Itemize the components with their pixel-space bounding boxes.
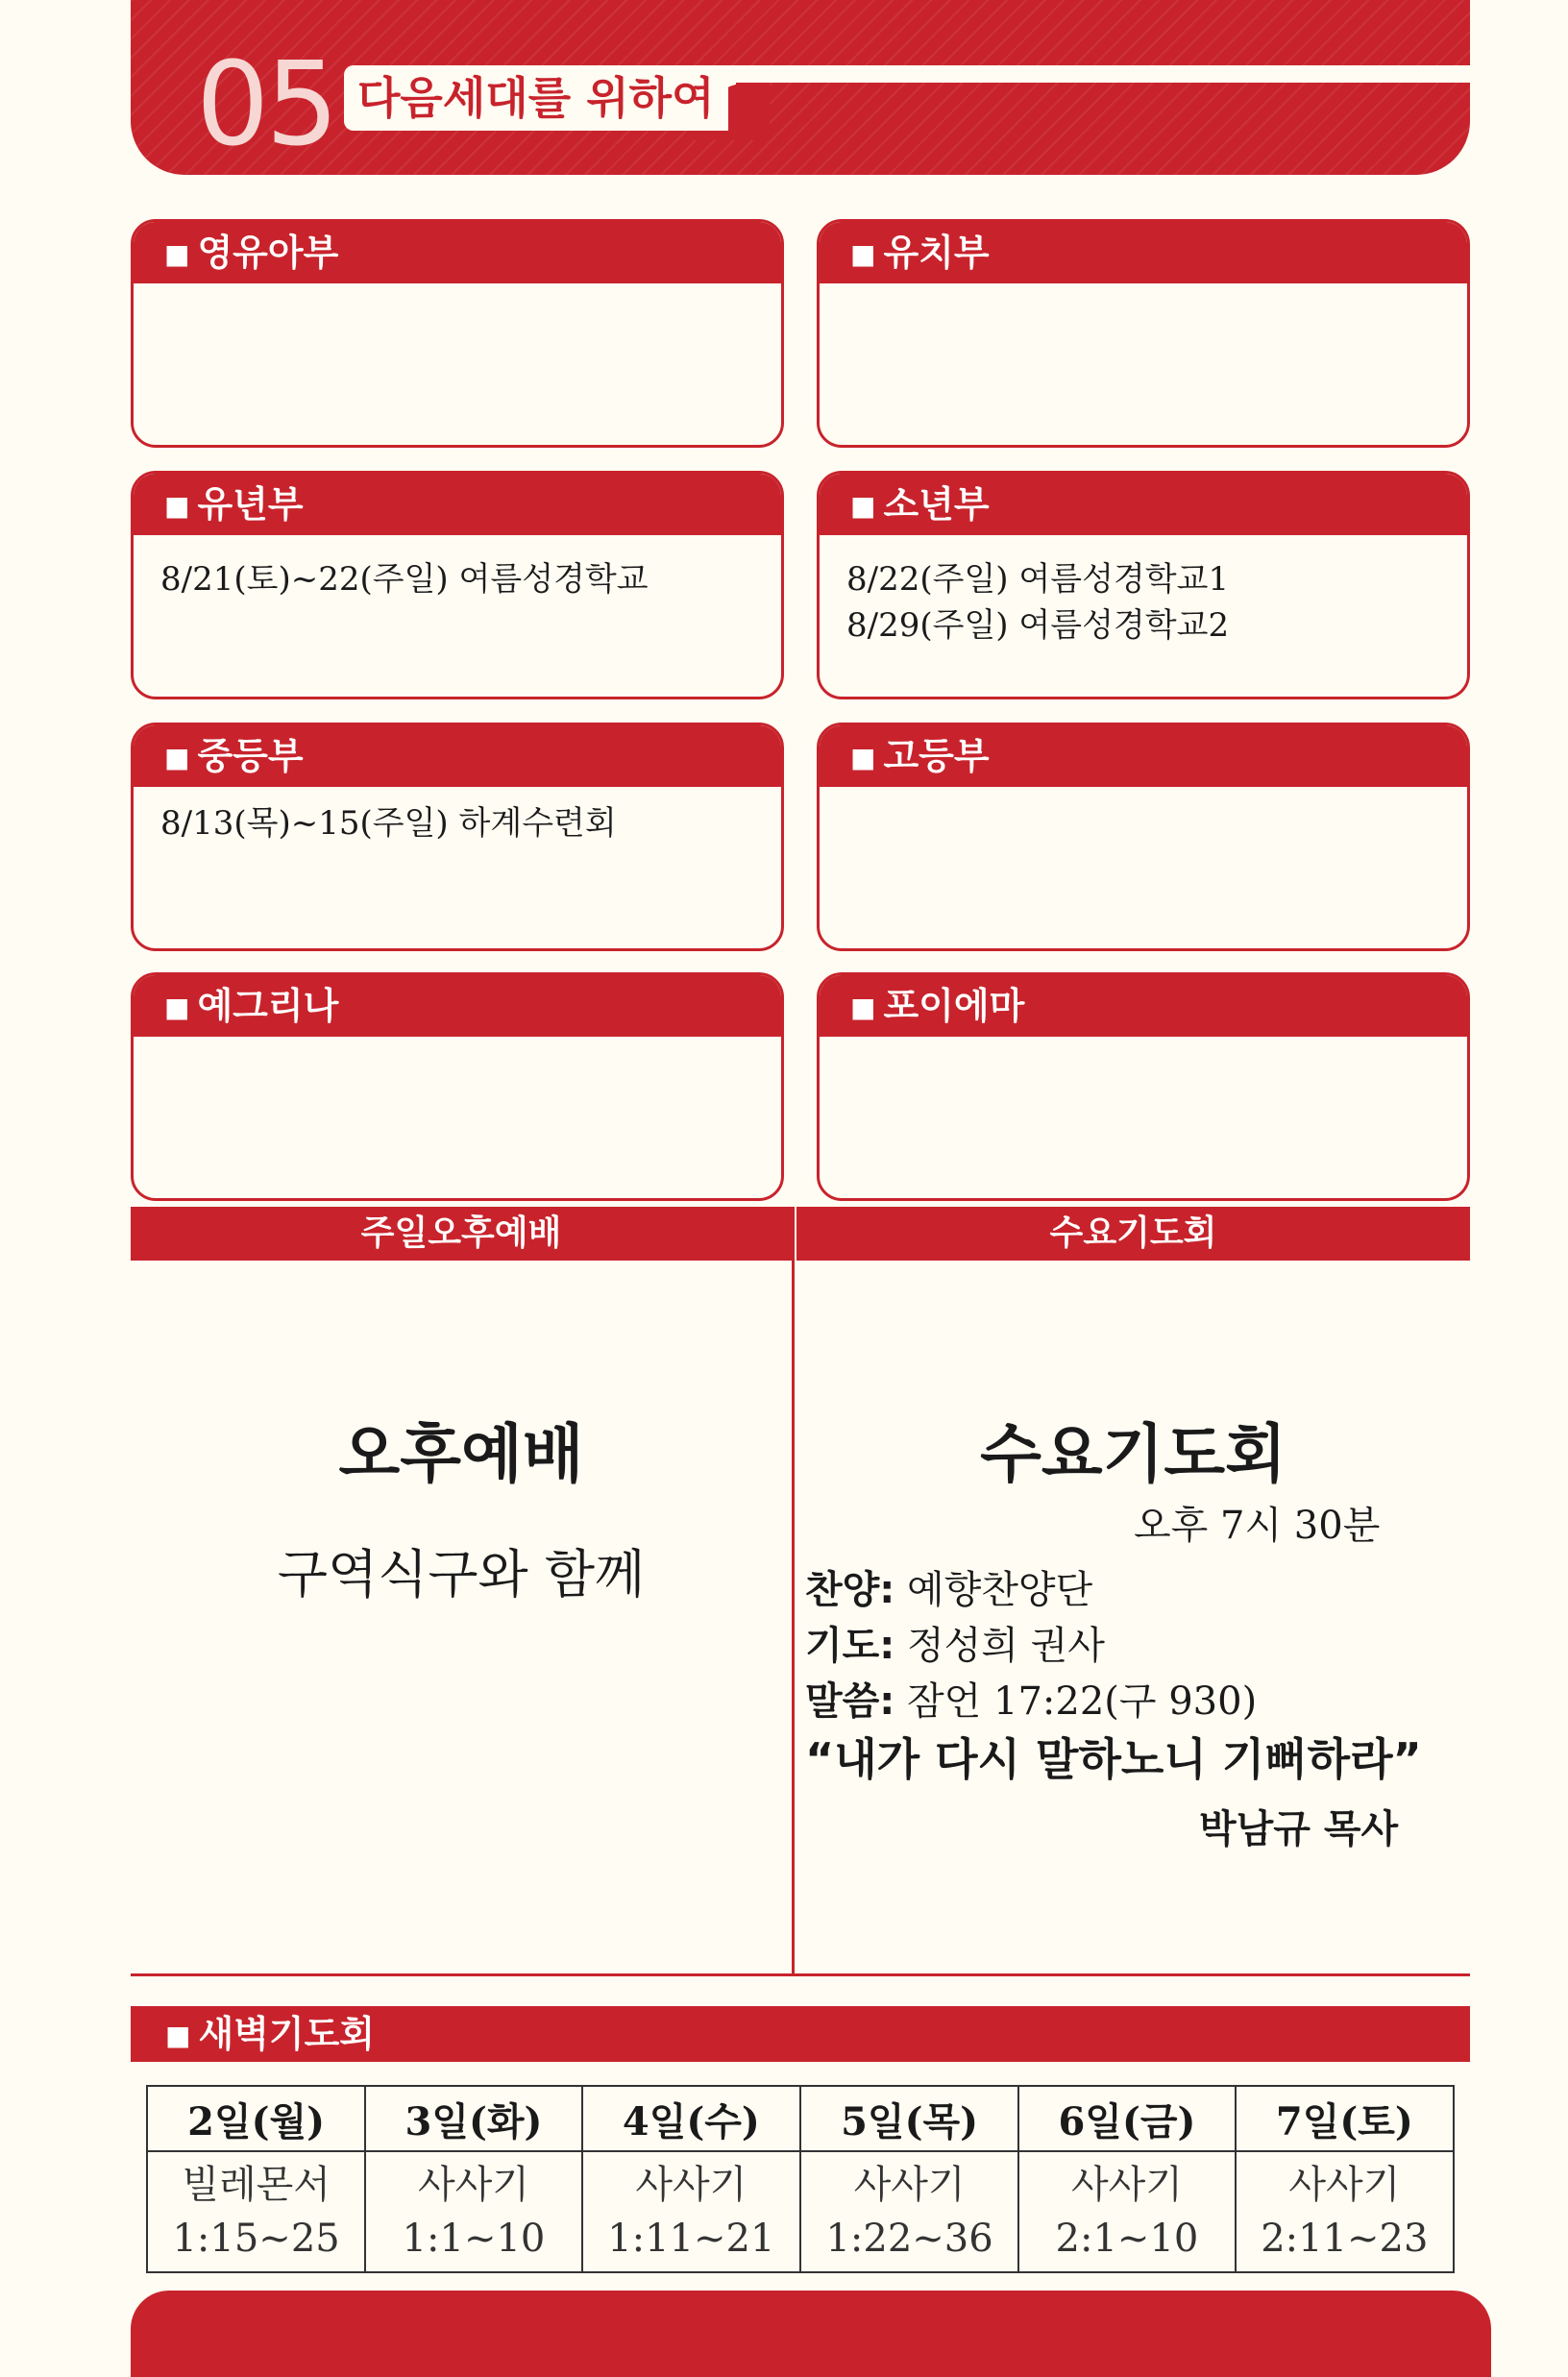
dept-header <box>820 725 1467 787</box>
dept-name: 중등부 <box>197 735 304 777</box>
dept-body <box>820 787 1467 808</box>
dept-box-middle <box>131 723 784 951</box>
book-name: 사사기 <box>635 2163 747 2207</box>
sermon-title: “내가 다시 말하노니 기뻐하라” <box>805 1733 1422 1785</box>
dept-box-poiema <box>817 972 1470 1201</box>
square-bullet-icon: ■ <box>164 490 190 522</box>
dept-box-high <box>817 723 1470 951</box>
verse-range: 2:1~10 <box>1055 2217 1199 2261</box>
square-bullet-icon: ■ <box>164 992 190 1023</box>
dept-box-infant <box>131 219 784 448</box>
square-bullet-icon: ■ <box>164 742 190 773</box>
dept-body <box>134 787 781 846</box>
dept-body <box>820 535 1467 649</box>
table-row <box>147 2151 1454 2272</box>
dept-line: 8/29(주일) 여름성경학교2 <box>846 606 1230 645</box>
reading-cell <box>1018 2151 1236 2272</box>
dept-name: 고등부 <box>883 735 990 777</box>
reading-cell <box>365 2151 582 2272</box>
item-value: 잠언 17:22(구 930) <box>907 1679 1258 1724</box>
square-bullet-icon: ■ <box>850 238 876 270</box>
wednesday-item-prayer <box>805 1620 1105 1672</box>
section-title-box <box>344 65 728 131</box>
dept-header <box>134 975 781 1037</box>
square-bullet-icon: ■ <box>850 742 876 773</box>
day-header: 3일(화) <box>365 2086 582 2151</box>
wednesday-time: 오후 7시 30분 <box>1134 1504 1381 1548</box>
dept-body <box>134 1037 781 1058</box>
book-name: 사사기 <box>1288 2163 1401 2207</box>
sunday-section-header: 주일오후예배 <box>131 1207 792 1261</box>
reading-cell <box>1236 2151 1454 2272</box>
wednesday-section-header: 수요기도회 <box>796 1207 1470 1261</box>
dawn-prayer-header <box>131 2006 1470 2062</box>
item-label: 말씀: <box>805 1679 895 1724</box>
verse-range: 2:11~23 <box>1261 2217 1429 2261</box>
section-title: 다음세대를 위하여 <box>357 72 715 124</box>
day-header: 7일(토) <box>1236 2086 1454 2151</box>
dept-header <box>134 222 781 283</box>
section-bottom-rule <box>131 1973 1470 1976</box>
dept-body <box>134 535 781 602</box>
item-label: 기도: <box>805 1624 895 1668</box>
book-name: 사사기 <box>1070 2163 1183 2207</box>
dept-box-yegrina <box>131 972 784 1201</box>
section-number: 05 <box>196 38 335 172</box>
section-banner <box>131 0 1470 175</box>
day-header: 2일(월) <box>147 2086 365 2151</box>
reading-cell <box>147 2151 365 2272</box>
square-bullet-icon: ■ <box>850 992 876 1023</box>
square-bullet-icon: ■ <box>850 490 876 522</box>
dept-body <box>820 283 1467 305</box>
dept-line: 8/22(주일) 여름성경학교1 <box>846 560 1230 599</box>
dept-name: 유치부 <box>883 232 990 274</box>
dept-name: 포이에마 <box>883 985 1025 1027</box>
wednesday-item-sermon <box>805 1676 1257 1728</box>
reading-cell <box>582 2151 800 2272</box>
wednesday-title: 수요기도회 <box>980 1417 1286 1491</box>
column-divider <box>792 1207 795 1975</box>
dept-box-primary <box>131 471 784 699</box>
dept-name: 영유아부 <box>197 232 339 274</box>
reading-cell <box>800 2151 1018 2272</box>
book-name: 빌레몬서 <box>182 2163 331 2207</box>
square-bullet-icon: ■ <box>165 2020 191 2051</box>
dept-name: 소년부 <box>883 483 990 526</box>
dept-body <box>134 283 781 305</box>
dept-box-kindergarten <box>817 219 1470 448</box>
day-header: 5일(목) <box>800 2086 1018 2151</box>
book-name: 사사기 <box>853 2163 966 2207</box>
dept-header <box>134 725 781 787</box>
item-value: 정성희 권사 <box>907 1624 1105 1668</box>
preacher-name: 박남규 목사 <box>1199 1807 1399 1851</box>
book-name: 사사기 <box>418 2163 529 2207</box>
dept-body <box>820 1037 1467 1058</box>
dept-header <box>134 474 781 535</box>
sunday-subtitle: 구역식구와 함께 <box>277 1544 646 1605</box>
verse-range: 1:1~10 <box>402 2217 546 2261</box>
square-bullet-icon: ■ <box>164 238 190 270</box>
verse-range: 1:15~25 <box>172 2217 340 2261</box>
dept-line: 8/13(목)~15(주일) 하계수련회 <box>160 804 617 843</box>
table-header-row <box>147 2086 1454 2151</box>
dept-header <box>820 474 1467 535</box>
sunday-title: 오후예배 <box>338 1417 584 1491</box>
day-header: 6일(금) <box>1018 2086 1236 2151</box>
dept-line: 8/21(토)~22(주일) 여름성경학교 <box>160 560 649 599</box>
dept-name: 유년부 <box>197 483 304 526</box>
dept-name: 예그리나 <box>197 985 339 1027</box>
item-value: 예향찬양단 <box>907 1568 1093 1612</box>
verse-range: 1:11~21 <box>607 2217 775 2261</box>
dept-header <box>820 975 1467 1037</box>
footer-bar <box>131 2291 1491 2377</box>
verse-range: 1:22~36 <box>825 2217 993 2261</box>
banner-stripe <box>707 65 1470 83</box>
item-label: 찬양: <box>805 1568 895 1612</box>
day-header: 4일(수) <box>582 2086 800 2151</box>
dawn-prayer-table <box>146 2085 1455 2273</box>
dawn-prayer-title: 새벽기도회 <box>198 2013 376 2055</box>
wednesday-item-praise <box>805 1564 1092 1616</box>
dept-box-junior <box>817 471 1470 699</box>
dept-header <box>820 222 1467 283</box>
